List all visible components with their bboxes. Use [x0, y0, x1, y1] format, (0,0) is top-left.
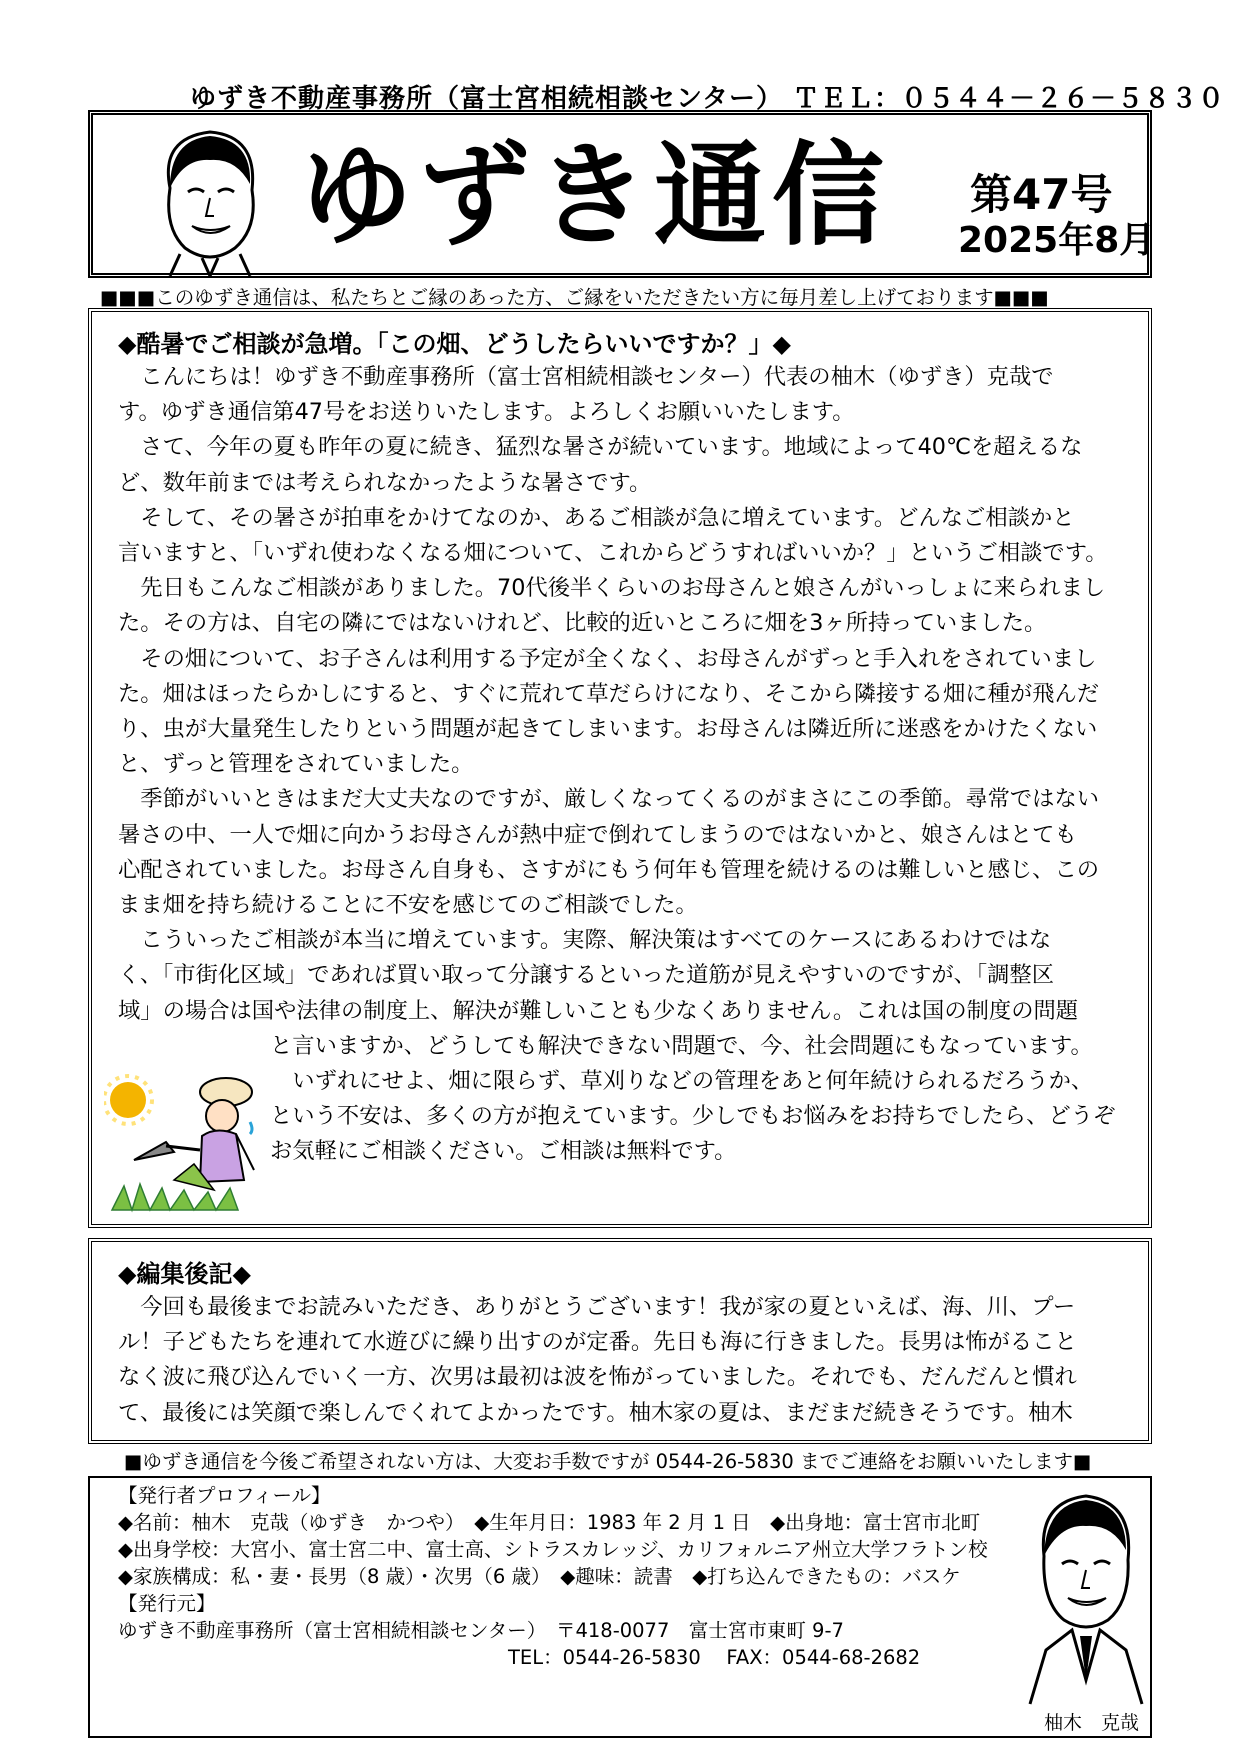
- publisher-heading: 【発行元】: [118, 1592, 216, 1615]
- publisher-phone-fax: TEL：0544-26-5830 FAX：0544-68-2682: [118, 1646, 921, 1669]
- newsletter-title: ゆずき通信: [300, 131, 890, 261]
- article-heading: ◆酷暑でご相談が急増。「この畑、どうしたらいいですか？」◆: [118, 330, 791, 358]
- afterword-line: 今回も最後までお読みいただき、ありがとうございます！我が家の夏といえば、海、川、プー: [118, 1294, 1076, 1320]
- article-line: と、ずっと管理をされていました。: [118, 751, 474, 778]
- article-line: まま畑を持ち続けることに不安を感じてのご相談でした。: [118, 892, 698, 919]
- article-line: 先日もこんなご相談がありました。70代後半くらいのお母さんと娘さんがいっしょに来られまし: [118, 575, 1106, 602]
- profile-line: ◆出身学校：大宮小、富士宮二中、富士高、シトラスカレッジ、カリフォルニア州立大学フラトン校: [118, 1538, 988, 1561]
- article-line: いずれにせよ、畑に限らず、草刈りなどの管理をあと何年続けられるだろうか、: [270, 1068, 1094, 1095]
- afterword-heading: ◆編集後記◆: [118, 1260, 251, 1288]
- article-line: ど、数年前までは考えられなかったような暑さです。: [118, 469, 652, 496]
- author-portrait: [1026, 1480, 1146, 1706]
- afterword-line: なく波に飛び込んでいく一方、次男は最初は波を怖がっていました。それでも、だんだんと慣れ: [118, 1364, 1077, 1391]
- author-name-caption: 柚木 克哉: [1044, 1712, 1140, 1734]
- profile-line: ◆名前：柚木 克哉（ゆずき かつや） ◆生年月日：1983 年 2 月 1 日 ◆出身地：富士宮市北町: [118, 1511, 981, 1534]
- article-line: 心配されていました。お母さん自身も、さすがにもう何年も管理を続けるのは難しいと感じ、この: [118, 856, 1100, 883]
- issue-date: 2025年8月: [958, 220, 1156, 261]
- header-contact-line: ゆずき不動産事務所（富士宮相続相談センター） ＴＥＬ：０５４４－２６－５８３０: [190, 84, 1226, 114]
- article-line: く、「市街化区域」であれば買い取って分譲するといった道筋が見えやすいのですが、「調整区: [118, 962, 1055, 989]
- article-line: という不安は、多くの方が抱えています。少しでもお悩みをお持ちでしたら、どうぞ: [270, 1103, 1116, 1130]
- portrait-illustration: [140, 118, 280, 276]
- article-body: [118, 360, 1118, 1170]
- article-line: お気軽にご相談ください。ご相談は無料です。: [270, 1138, 737, 1165]
- publisher-address: ゆずき不動産事務所（富士宮相続相談センター） 〒418-0077 富士宮市東町 9-7: [118, 1619, 844, 1642]
- article-line: 言いますと、「いずれ使わなくなる畑について、これからどうすればいいか？」というご相談です。: [118, 540, 1108, 567]
- article-line: こういったご相談が本当に増えています。実際、解決策はすべてのケースにあるわけではな: [118, 927, 1052, 954]
- article-line: こんにちは！ゆずき不動産事務所（富士宮相続相談センター）代表の柚木（ゆずき）克哉で: [118, 364, 1054, 390]
- unsubscribe-notice: ■ゆずき通信を今後ご希望されない方は、大変お手数ですが 0544-26-5830 までご連絡をお願いいたします■: [124, 1450, 1092, 1473]
- article-line: り、虫が大量発生したりという問題が起きてしまいます。お母さんは隣近所に迷惑をかけたくない: [118, 716, 1098, 743]
- tagline: ■■■このゆずき通信は、私たちとご縁のあった方、ご縁をいただきたい方に毎月差し上げております■■■: [100, 286, 1049, 309]
- article-line: そして、その暑さが拍車をかけてなのか、あるご相談が急に増えています。どんなご相談かと: [118, 504, 1075, 531]
- article-line: す。ゆずき通信第47号をお送りいたします。よろしくお願いいたします。: [118, 399, 855, 426]
- afterword-line: ル！子どもたちを連れて水遊びに繰り出すのが定番。先日も海に行きました。長男は怖がること: [118, 1329, 1077, 1356]
- issue-number: 第47号: [970, 170, 1113, 219]
- profile-line: ◆家族構成：私・妻・長男（8 歳）・次男（6 歳） ◆趣味：読書 ◆打ち込んできたもの：バスケ: [118, 1565, 961, 1588]
- profile-heading: 【発行者プロフィール】: [118, 1484, 331, 1507]
- article-line: た。その方は、自宅の隣にではないけれど、比較的近いところに畑を3ヶ所持っていました。: [118, 610, 1047, 637]
- afterword-body: [118, 1290, 1118, 1431]
- afterword-line: て、最後には笑顔で楽しんでくれてよかったです。柚木家の夏は、まだまだ続きそうです。柚木: [118, 1399, 1073, 1426]
- article-line: 域」の場合は国や法律の制度上、解決が難しいことも少なくありません。これは国の制度の問題: [118, 997, 1079, 1024]
- article-line: その畑について、お子さんは利用する予定が全くなく、お母さんがずっと手入れをされていまし: [118, 645, 1097, 672]
- profile-text: [118, 1482, 988, 1671]
- article-line: 暑さの中、一人で畑に向かうお母さんが熱中症で倒れてしまうのではないかと、娘さんはとても: [118, 821, 1077, 848]
- article-line: 季節がいいときはまだ大丈夫なのですが、厳しくなってくるのがまさにこの季節。尋常ではない: [118, 786, 1100, 813]
- article-line: と言いますか、どうしても解決できない問題で、今、社会問題にもなっています。: [270, 1032, 1093, 1059]
- article-line: さて、今年の夏も昨年の夏に続き、猛烈な暑さが続いています。地域によって40℃を超えるな: [118, 434, 1083, 461]
- article-line: た。畑はほったらかしにすると、すぐに荒れて草だらけになり、そこから隣接する畑に種が飛んだ: [118, 680, 1100, 707]
- farmer-illustration: [104, 1060, 264, 1220]
